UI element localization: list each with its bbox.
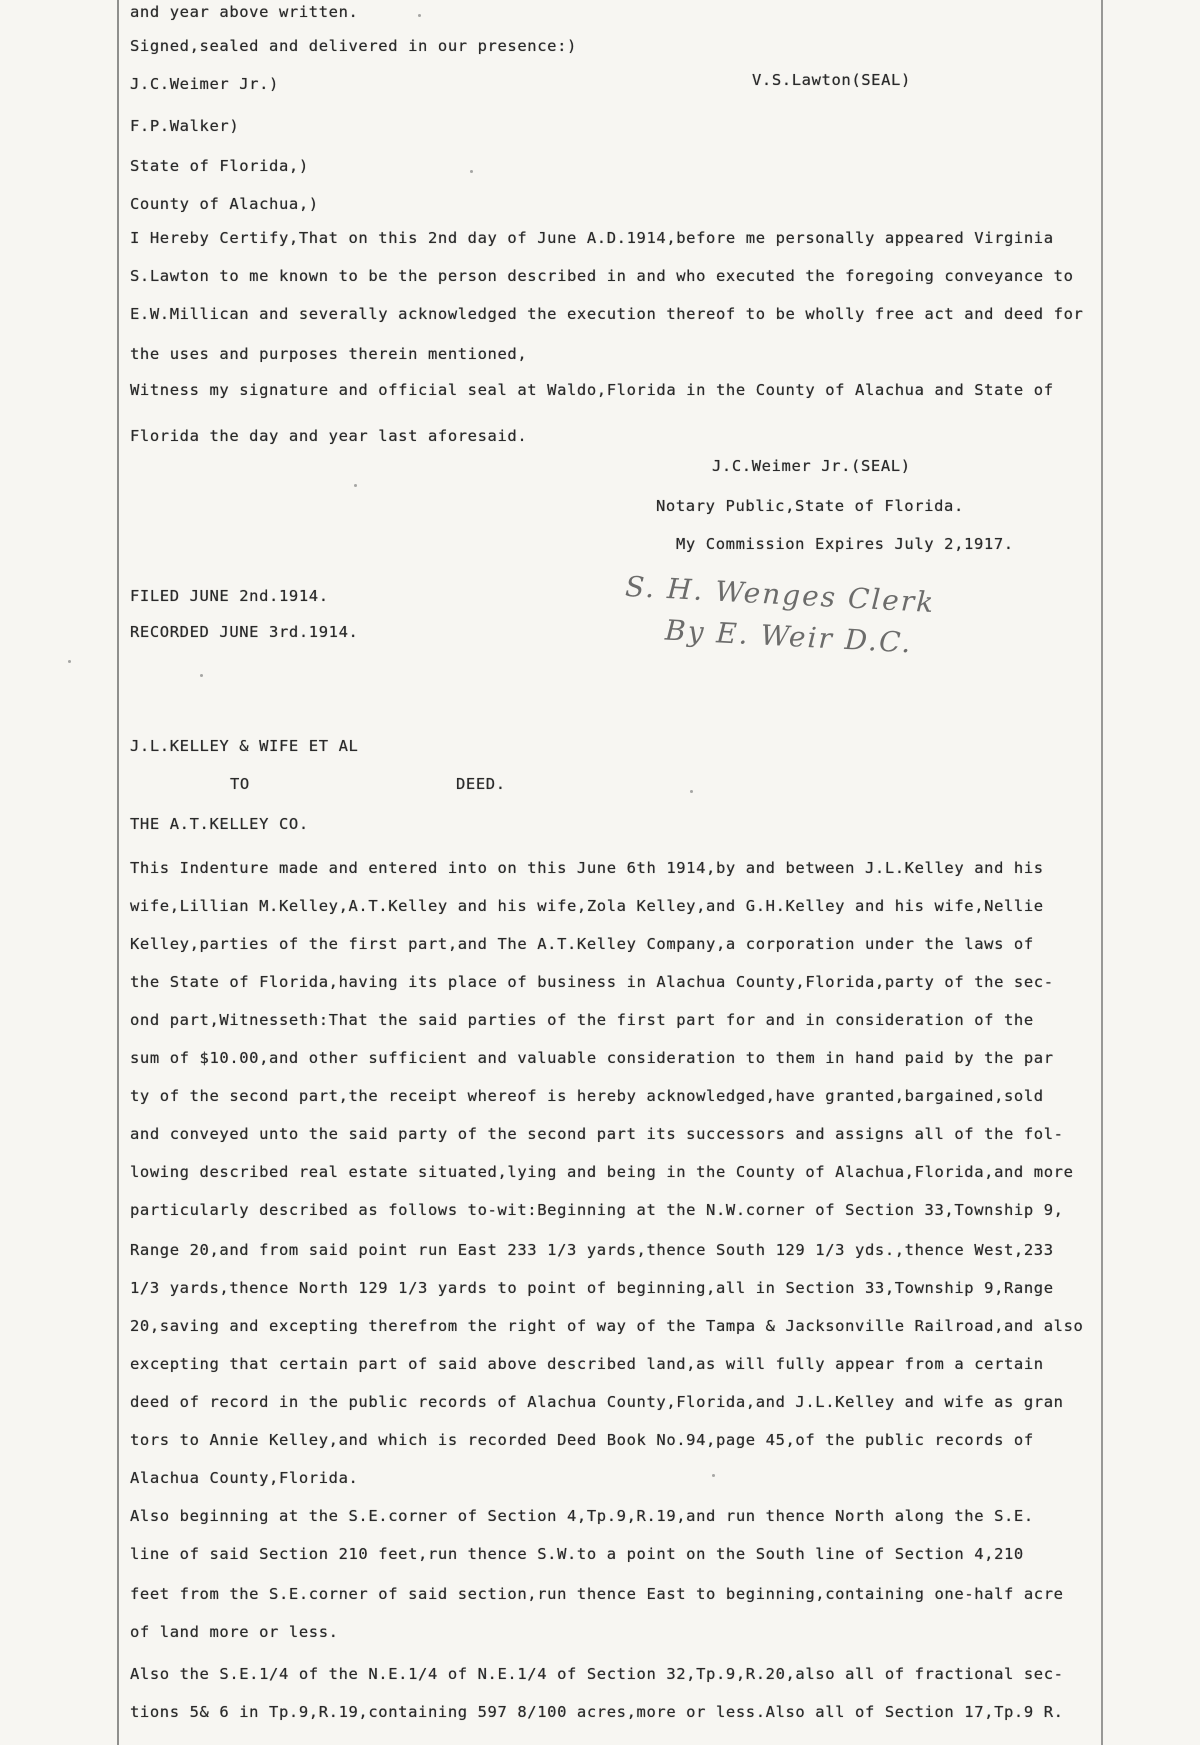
text-line: and conveyed unto the said party of the second part its successors and assigns all of the fol- — [130, 1125, 1064, 1143]
deputy-handwritten-signature: By E. Weir D.C. — [664, 613, 914, 660]
text-line: This Indenture made and entered into on this June 6th 1914,by and between J.L.Kelley and his — [130, 859, 1044, 877]
deed-label: DEED. — [456, 775, 506, 793]
text-line: Witness my signature and official seal at Waldo,Florida in the County of Alachua and State of — [130, 381, 1054, 399]
scan-speck — [68, 660, 71, 663]
left-margin-rule — [117, 0, 119, 1745]
text-line: tions 5& 6 in Tp.9,R.19,containing 597 8/100 acres,more or less.Also all of Section 17,Tp.9 R. — [130, 1703, 1064, 1721]
text-line: ond part,Witnesseth:That the said parties of the first part for and in consideration of the — [130, 1011, 1034, 1029]
text-line: 20,saving and excepting therefrom the right of way of the Tampa & Jacksonville Railroad,and also — [130, 1317, 1084, 1335]
text-line: wife,Lillian M.Kelley,A.T.Kelley and his wife,Zola Kelley,and G.H.Kelley and his wife,Nellie — [130, 897, 1044, 915]
text-line: Also beginning at the S.E.corner of Section 4,Tp.9,R.19,and run thence North along the S.E. — [130, 1507, 1034, 1525]
text-line: and year above written. — [130, 3, 359, 21]
right-margin-rule — [1101, 0, 1103, 1745]
deed-to-label: TO — [230, 775, 250, 793]
text-line: State of Florida,) — [130, 157, 309, 175]
scan-speck — [200, 674, 203, 677]
text-line: Alachua County,Florida. — [130, 1469, 359, 1487]
signature-weimer: J.C.Weimer Jr.(SEAL) — [712, 457, 911, 475]
text-line: sum of $10.00,and other sufficient and valuable consideration to them in hand paid by the par — [130, 1049, 1054, 1067]
text-line: J.C.Weimer Jr.) — [130, 75, 279, 93]
text-line: E.W.Millican and severally acknowledged the execution thereof to be wholly free act and deed for — [130, 305, 1084, 323]
text-line: I Hereby Certify,That on this 2nd day of June A.D.1914,before me personally appeared Virginia — [130, 229, 1054, 247]
scan-speck — [354, 484, 357, 487]
text-line: deed of record in the public records of Alachua County,Florida,and J.L.Kelley and wife as gran — [130, 1393, 1064, 1411]
text-line: 1/3 yards,thence North 129 1/3 yards to point of beginning,all in Section 33,Township 9,Range — [130, 1279, 1054, 1297]
text-line: Range 20,and from said point run East 233 1/3 yards,thence South 129 1/3 yds.,thence West,233 — [130, 1241, 1054, 1259]
filed-date: FILED JUNE 2nd.1914. — [130, 587, 329, 605]
deed-grantee-heading: THE A.T.KELLEY CO. — [130, 815, 309, 833]
scan-speck — [712, 1474, 715, 1477]
text-line: Florida the day and year last aforesaid. — [130, 427, 528, 445]
text-line: Kelley,parties of the first part,and The A.T.Kelley Company,a corporation under the laws of — [130, 935, 1034, 953]
scan-speck — [690, 790, 693, 793]
text-line: lowing described real estate situated,lying and being in the County of Alachua,Florida,and more — [130, 1163, 1074, 1181]
text-line: tors to Annie Kelley,and which is recorded Deed Book No.94,page 45,of the public records of — [130, 1431, 1034, 1449]
text-line: F.P.Walker) — [130, 117, 240, 135]
commission-expiry: My Commission Expires July 2,1917. — [676, 535, 1014, 553]
scan-speck — [418, 14, 421, 17]
text-line: the State of Florida,having its place of business in Alachua County,Florida,party of the sec- — [130, 973, 1054, 991]
text-line: line of said Section 210 feet,run thence S.W.to a point on the South line of Section 4,210 — [130, 1545, 1024, 1563]
text-line: particularly described as follows to-wit:Beginning at the N.W.corner of Section 33,Township 9, — [130, 1201, 1064, 1219]
recorded-date: RECORDED JUNE 3rd.1914. — [130, 623, 359, 641]
clerk-handwritten-signature: S. H. Wenges Clerk — [624, 569, 937, 620]
text-line: Signed,sealed and delivered in our presence:) — [130, 37, 577, 55]
text-line: the uses and purposes therein mentioned, — [130, 345, 528, 363]
text-line: feet from the S.E.corner of said section,run thence East to beginning,containing one-half acre — [130, 1585, 1064, 1603]
text-line: ty of the second part,the receipt whereof is hereby acknowledged,have granted,bargained,sold — [130, 1087, 1044, 1105]
text-line: excepting that certain part of said above described land,as will fully appear from a certain — [130, 1355, 1044, 1373]
text-line: County of Alachua,) — [130, 195, 319, 213]
text-line: S.Lawton to me known to be the person described in and who executed the foregoing conveyance to — [130, 267, 1074, 285]
deed-parties-heading: J.L.KELLEY & WIFE ET AL — [130, 737, 359, 755]
text-line: of land more or less. — [130, 1623, 339, 1641]
text-line: Also the S.E.1/4 of the N.E.1/4 of N.E.1/4 of Section 32,Tp.9,R.20,also all of fractional sec- — [130, 1665, 1064, 1683]
notary-title: Notary Public,State of Florida. — [656, 497, 964, 515]
scan-speck — [470, 170, 473, 173]
signature-lawton: V.S.Lawton(SEAL) — [752, 71, 911, 89]
